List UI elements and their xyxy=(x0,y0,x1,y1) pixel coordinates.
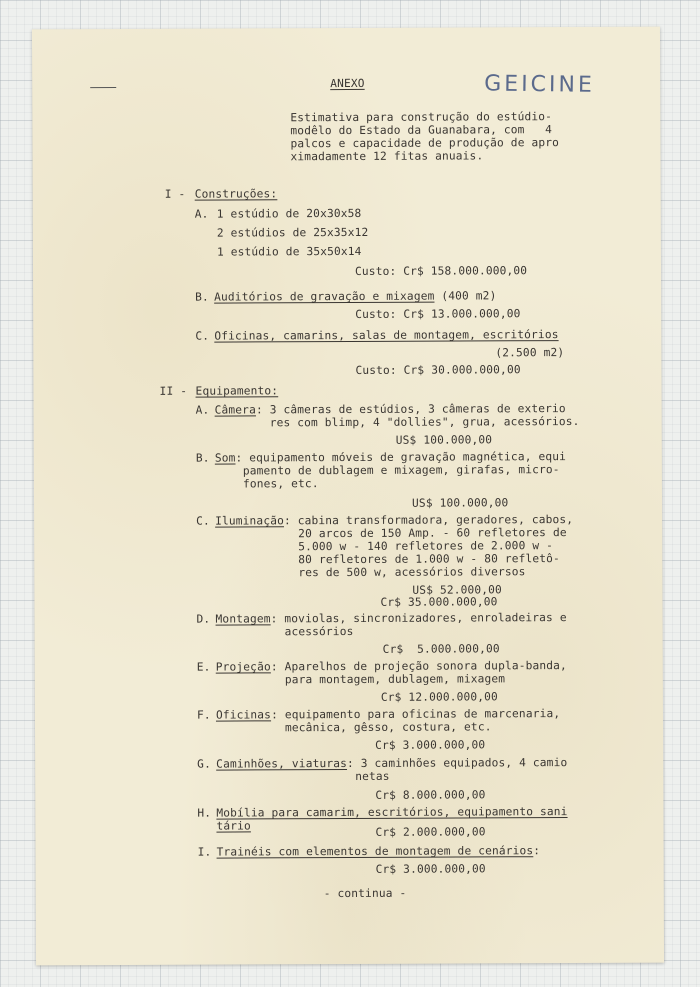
item-a-line-3: 1 estúdio de 35x50x14 xyxy=(216,244,362,259)
equip-c-line-4: 80 refletores de 1.000 w - 80 refletô- xyxy=(298,552,560,567)
item-c-extra: (2.500 m2) xyxy=(495,346,565,360)
equip-c-line-2: 20 arcos de 150 Amp. - 60 refletores de xyxy=(298,526,567,541)
equip-e-text-1: : Aparelhos de projeção sonora dupla-banda, xyxy=(270,659,567,674)
equip-f-letter: F. xyxy=(196,708,211,722)
equip-d-letter: D. xyxy=(196,612,211,626)
item-a-line-1: 1 estúdio de 20x30x58 xyxy=(216,206,362,221)
equip-a-cost: US$ 100.000,00 xyxy=(395,433,493,447)
intro-line-4: ximadamente 12 fitas anuais. xyxy=(290,149,484,164)
equip-e-line-2: para montagem, dublagem, mixagem xyxy=(284,672,506,687)
equip-e-label: Projeção xyxy=(215,660,271,674)
equip-f-text-1: : equipamento para oficinas de marcenaria, xyxy=(271,707,561,722)
item-b-extra: (400 m2) xyxy=(434,289,497,303)
equip-i-colon: : xyxy=(533,844,541,858)
equip-d-line-1 xyxy=(216,612,567,625)
equip-f-line-1 xyxy=(216,708,560,721)
equip-d-cost: Cr$ 5.000.000,00 xyxy=(382,642,500,656)
equip-b-line-3: fones, etc. xyxy=(242,477,319,491)
equip-e-line-1 xyxy=(216,660,567,673)
item-a-line-2: 2 estúdios de 25x35x12 xyxy=(216,225,369,240)
equip-b-line-2: pamento de dublagem e mixagem, girafas, micro- xyxy=(242,463,560,478)
item-b-text-wrap xyxy=(214,290,496,302)
equip-i-letter: I. xyxy=(197,845,212,859)
continued-note: - continua - xyxy=(323,886,407,901)
equip-f-line-2: mecânica, gêsso, costura, etc. xyxy=(284,720,492,735)
item-a-cost: Custo: Cr$ 158.000.000,00 xyxy=(354,264,528,278)
item-b-text: Auditórios de gravação e mixagem xyxy=(214,289,435,304)
item-c-letter: C. xyxy=(195,329,210,343)
handwritten-note: GEICINE xyxy=(484,71,596,98)
equip-a-text-1: : 3 câmeras de estúdios, 3 câmeras de exterio xyxy=(255,402,566,417)
item-b-letter: B. xyxy=(195,290,209,304)
equip-g-text-1: : 3 caminhões equipados, 4 camio xyxy=(346,756,568,771)
equip-b-text-1: : equipamento móveis de gravação magnética, equi xyxy=(235,450,567,465)
equip-c-text-1: : cabina transformadora, geradores, cabos, xyxy=(283,513,574,528)
equip-g-line-2: netas xyxy=(355,769,390,783)
equip-h-letter: H. xyxy=(197,806,212,820)
equip-h-label: Mobília para camarim, escritórios, equipamento sani xyxy=(216,805,568,820)
equip-a-label: Câmera xyxy=(214,403,256,417)
section2-heading: Equipamento: xyxy=(195,384,279,398)
section1-heading: Construções: xyxy=(194,187,278,201)
equip-i-label: Trainéis com elementos de montagem de cenários xyxy=(216,844,534,859)
item-c-text: Oficinas, camarins, salas de montagem, escritórios xyxy=(214,328,559,343)
equip-c-line-1 xyxy=(215,514,573,527)
document-page xyxy=(32,27,664,966)
document-title: ANEXO xyxy=(330,76,365,91)
item-b-cost: Custo: Cr$ 13.000.000,00 xyxy=(355,307,521,321)
equip-c-letter: C. xyxy=(196,514,210,528)
equip-b-label: Som xyxy=(214,451,236,465)
equip-e-cost: Cr$ 12.000.000,00 xyxy=(380,690,498,704)
equip-g-line-1 xyxy=(216,757,567,770)
equip-g-label: Caminhões, viaturas xyxy=(216,757,348,771)
equip-d-text-1: : moviolas, sincronizadores, enroladeiras e xyxy=(270,611,567,626)
section2-numeral: II - xyxy=(159,384,188,398)
equip-g-letter: G. xyxy=(197,757,211,771)
equip-h-line-2: tário xyxy=(216,819,251,833)
equip-d-line-2: acessórios xyxy=(284,624,354,639)
equip-c-cost-1: US$ 52.000,00 xyxy=(412,583,502,597)
equip-a-line-2: res com blimp, 4 "dollies", grua, acessórios. xyxy=(269,414,580,430)
equip-i-line-1 xyxy=(217,845,541,858)
pen-mark xyxy=(90,87,116,88)
equip-i-cost: Cr$ 3.000.000,00 xyxy=(375,862,486,876)
intro-line-3: palcos e capacidade de produção de apro xyxy=(290,136,560,151)
equip-f-label: Oficinas xyxy=(215,708,272,722)
equip-c-line-3: 5.000 w - 140 refletores de 2.000 w - xyxy=(298,539,554,554)
equip-f-cost: Cr$ 3.000.000,00 xyxy=(375,738,486,752)
section1-numeral: I - xyxy=(164,187,186,201)
equip-a-line-1 xyxy=(215,403,566,416)
equip-e-letter: E. xyxy=(196,660,211,674)
equip-a-letter: A. xyxy=(195,403,210,417)
intro-line-2: modêlo do Estado da Guanabara, com 4 xyxy=(290,123,553,138)
equip-b-line-1 xyxy=(215,451,566,464)
item-a-letter: A. xyxy=(194,207,209,221)
equip-b-cost: US$ 100.000,00 xyxy=(412,496,509,510)
item-c-cost: Custo: Cr$ 30.000.000,00 xyxy=(355,363,521,377)
equip-c-label: Iluminação xyxy=(215,514,284,528)
equip-c-line-5: res de 500 w, acessórios diversos xyxy=(298,565,526,580)
equip-b-letter: B. xyxy=(195,451,210,465)
equip-h-cost: Cr$ 2.000.000,00 xyxy=(375,825,486,839)
equip-c-cost-2: Cr$ 35.000.000,00 xyxy=(380,595,498,609)
equip-d-label: Montagem xyxy=(215,612,271,626)
intro-line-1: Estimativa para construção do estúdio- xyxy=(290,110,553,125)
equip-g-cost: Cr$ 8.000.000,00 xyxy=(375,788,486,802)
